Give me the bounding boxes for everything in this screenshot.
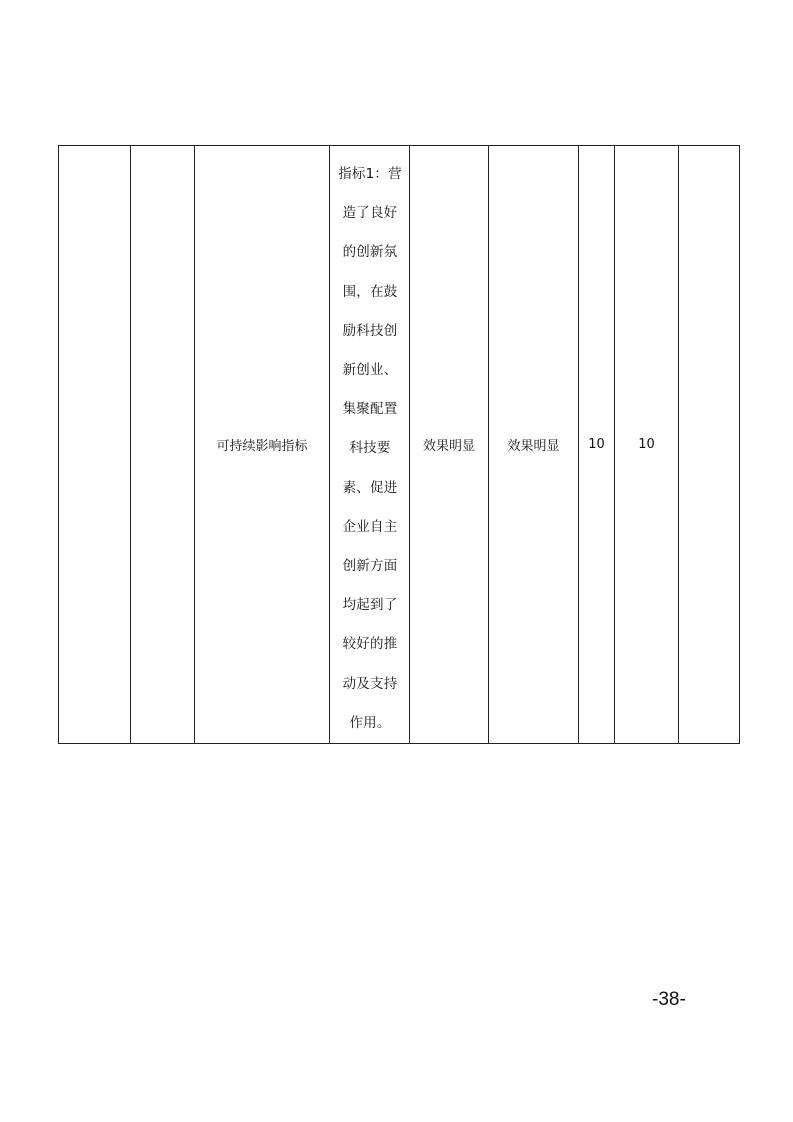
target-value-cell: 效果明显 [410, 146, 489, 744]
table-row [59, 146, 740, 744]
actual-value-cell: 效果明显 [489, 146, 579, 744]
level1-indicator-cell [59, 146, 131, 744]
level2-indicator-cell [131, 146, 195, 744]
indicator-content-text: 指标1：营造了良好的创新氛围，在鼓励科技创新创业、集聚配置科技要素、促进企业自主创新方面均起到了较好的推动及支持作用。 [338, 166, 402, 731]
page-number: -38- [652, 989, 686, 1010]
performance-evaluation-table [58, 145, 740, 744]
remark-cell [679, 146, 740, 744]
indicator-content-cell [330, 146, 410, 744]
score-cell: 10 [615, 146, 679, 744]
weight-score-cell: 10 [579, 146, 615, 744]
level3-indicator-cell: 可持续影响指标 [195, 146, 330, 744]
